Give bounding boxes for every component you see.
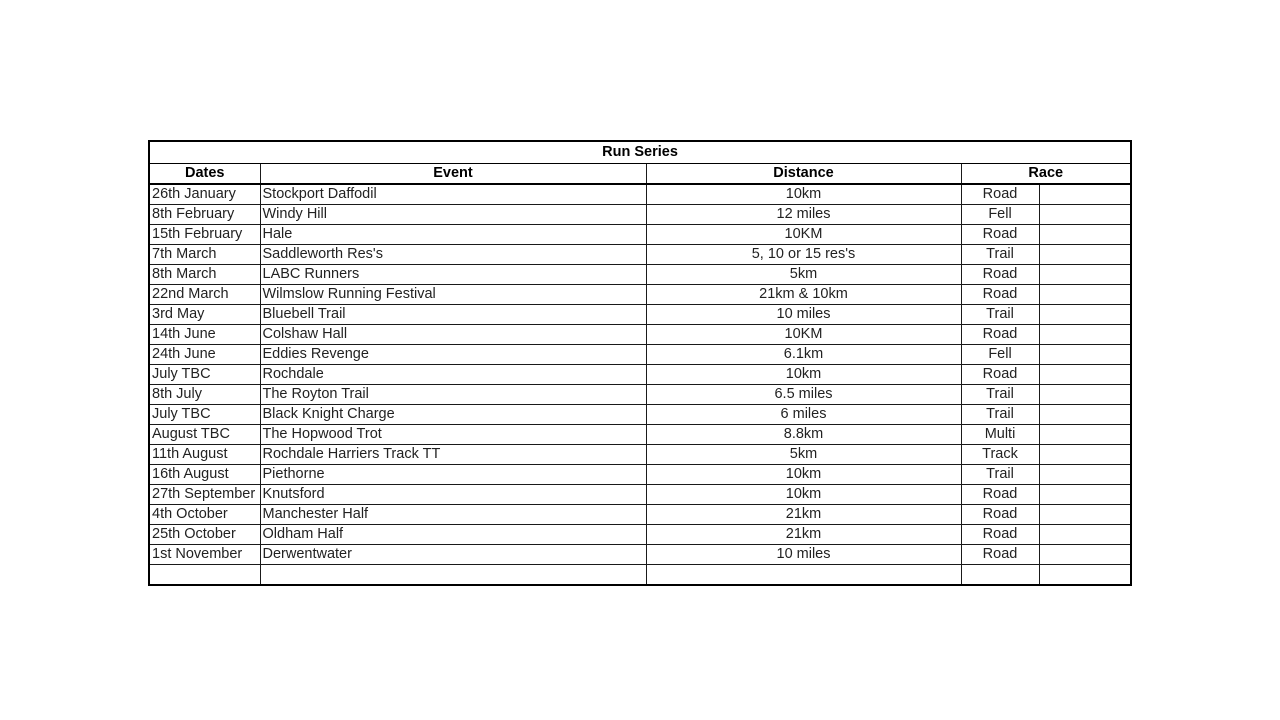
extra-cell	[1039, 205, 1131, 225]
date-cell: 8th February	[149, 205, 260, 225]
extra-cell	[1039, 184, 1131, 205]
date-cell: 14th June	[149, 325, 260, 345]
date-cell: 4th October	[149, 505, 260, 525]
event-cell: Manchester Half	[260, 505, 646, 525]
date-cell: 26th January	[149, 184, 260, 205]
event-cell: Wilmslow Running Festival	[260, 285, 646, 305]
distance-cell: 10 miles	[646, 545, 961, 565]
event-cell: Hale	[260, 225, 646, 245]
race-cell: Road	[961, 365, 1039, 385]
race-cell: Road	[961, 505, 1039, 525]
table-row	[149, 305, 1131, 325]
distance-cell: 8.8km	[646, 425, 961, 445]
date-cell: 3rd May	[149, 305, 260, 325]
table-row	[149, 465, 1131, 485]
extra-cell	[1039, 545, 1131, 565]
race-cell: Multi	[961, 425, 1039, 445]
distance-cell: 21km	[646, 505, 961, 525]
date-cell: 11th August	[149, 445, 260, 465]
race-cell: Fell	[961, 345, 1039, 365]
distance-cell: 10 miles	[646, 305, 961, 325]
distance-cell: 5km	[646, 265, 961, 285]
table-row	[149, 405, 1131, 425]
race-cell: Road	[961, 285, 1039, 305]
distance-cell: 5km	[646, 445, 961, 465]
date-cell: 1st November	[149, 545, 260, 565]
date-cell: 22nd March	[149, 285, 260, 305]
race-cell: Trail	[961, 465, 1039, 485]
distance-cell: 10KM	[646, 325, 961, 345]
run-series-sheet	[148, 140, 1130, 586]
table-row	[149, 205, 1131, 225]
date-cell: 15th February	[149, 225, 260, 245]
table-row	[149, 545, 1131, 565]
distance-cell: 6.1km	[646, 345, 961, 365]
race-cell: Road	[961, 225, 1039, 245]
event-cell: Rochdale Harriers Track TT	[260, 445, 646, 465]
extra-cell	[1039, 485, 1131, 505]
distance-cell: 12 miles	[646, 205, 961, 225]
distance-cell: 10KM	[646, 225, 961, 245]
distance-cell: 6.5 miles	[646, 385, 961, 405]
table-row	[149, 485, 1131, 505]
extra-cell	[1039, 385, 1131, 405]
distance-cell: 21km & 10km	[646, 285, 961, 305]
table-body	[149, 184, 1131, 585]
distance-cell: 10km	[646, 465, 961, 485]
event-cell: Rochdale	[260, 365, 646, 385]
extra-cell	[1039, 505, 1131, 525]
extra-cell	[1039, 345, 1131, 365]
empty-row	[149, 565, 1131, 586]
event-cell: Stockport Daffodil	[260, 184, 646, 205]
extra-cell	[1039, 285, 1131, 305]
date-cell: 8th March	[149, 265, 260, 285]
race-cell: Road	[961, 265, 1039, 285]
empty-cell	[260, 565, 646, 586]
extra-cell	[1039, 365, 1131, 385]
table-row	[149, 385, 1131, 405]
header-row	[149, 164, 1131, 185]
date-cell: 8th July	[149, 385, 260, 405]
date-cell: 16th August	[149, 465, 260, 485]
header-race: Race	[961, 164, 1131, 185]
extra-cell	[1039, 305, 1131, 325]
event-cell: Saddleworth Res's	[260, 245, 646, 265]
header-dates: Dates	[149, 164, 260, 185]
table-title: Run Series	[149, 141, 1131, 164]
table-row	[149, 345, 1131, 365]
header-distance: Distance	[646, 164, 961, 185]
extra-cell	[1039, 225, 1131, 245]
distance-cell: 10km	[646, 365, 961, 385]
date-cell: 25th October	[149, 525, 260, 545]
distance-cell: 10km	[646, 184, 961, 205]
event-cell: Derwentwater	[260, 545, 646, 565]
run-series-table	[148, 140, 1132, 586]
table-row	[149, 525, 1131, 545]
race-cell: Road	[961, 325, 1039, 345]
event-cell: Black Knight Charge	[260, 405, 646, 425]
title-row	[149, 141, 1131, 164]
extra-cell	[1039, 445, 1131, 465]
extra-cell	[1039, 425, 1131, 445]
table-row	[149, 325, 1131, 345]
event-cell: Windy Hill	[260, 205, 646, 225]
extra-cell	[1039, 245, 1131, 265]
table-row	[149, 505, 1131, 525]
empty-cell	[1039, 565, 1131, 586]
event-cell: Colshaw Hall	[260, 325, 646, 345]
table-row	[149, 445, 1131, 465]
event-cell: Bluebell Trail	[260, 305, 646, 325]
distance-cell: 6 miles	[646, 405, 961, 425]
event-cell: The Hopwood Trot	[260, 425, 646, 445]
distance-cell: 5, 10 or 15 res's	[646, 245, 961, 265]
race-cell: Road	[961, 184, 1039, 205]
race-cell: Trail	[961, 385, 1039, 405]
date-cell: July TBC	[149, 365, 260, 385]
race-cell: Road	[961, 545, 1039, 565]
race-cell: Fell	[961, 205, 1039, 225]
extra-cell	[1039, 465, 1131, 485]
table-row	[149, 265, 1131, 285]
extra-cell	[1039, 265, 1131, 285]
date-cell: July TBC	[149, 405, 260, 425]
race-cell: Trail	[961, 305, 1039, 325]
date-cell: 24th June	[149, 345, 260, 365]
extra-cell	[1039, 525, 1131, 545]
event-cell: The Royton Trail	[260, 385, 646, 405]
extra-cell	[1039, 405, 1131, 425]
distance-cell: 10km	[646, 485, 961, 505]
race-cell: Road	[961, 525, 1039, 545]
event-cell: Eddies Revenge	[260, 345, 646, 365]
date-cell: August TBC	[149, 425, 260, 445]
empty-cell	[961, 565, 1039, 586]
table-row	[149, 184, 1131, 205]
race-cell: Trail	[961, 405, 1039, 425]
event-cell: LABC Runners	[260, 265, 646, 285]
empty-cell	[149, 565, 260, 586]
race-cell: Trail	[961, 245, 1039, 265]
date-cell: 7th March	[149, 245, 260, 265]
extra-cell	[1039, 325, 1131, 345]
race-cell: Track	[961, 445, 1039, 465]
table-row	[149, 225, 1131, 245]
race-cell: Road	[961, 485, 1039, 505]
distance-cell: 21km	[646, 525, 961, 545]
table-row	[149, 285, 1131, 305]
empty-cell	[646, 565, 961, 586]
event-cell: Knutsford	[260, 485, 646, 505]
table-row	[149, 425, 1131, 445]
header-event: Event	[260, 164, 646, 185]
event-cell: Piethorne	[260, 465, 646, 485]
event-cell: Oldham Half	[260, 525, 646, 545]
date-cell: 27th September	[149, 485, 260, 505]
table-row	[149, 365, 1131, 385]
table-row	[149, 245, 1131, 265]
